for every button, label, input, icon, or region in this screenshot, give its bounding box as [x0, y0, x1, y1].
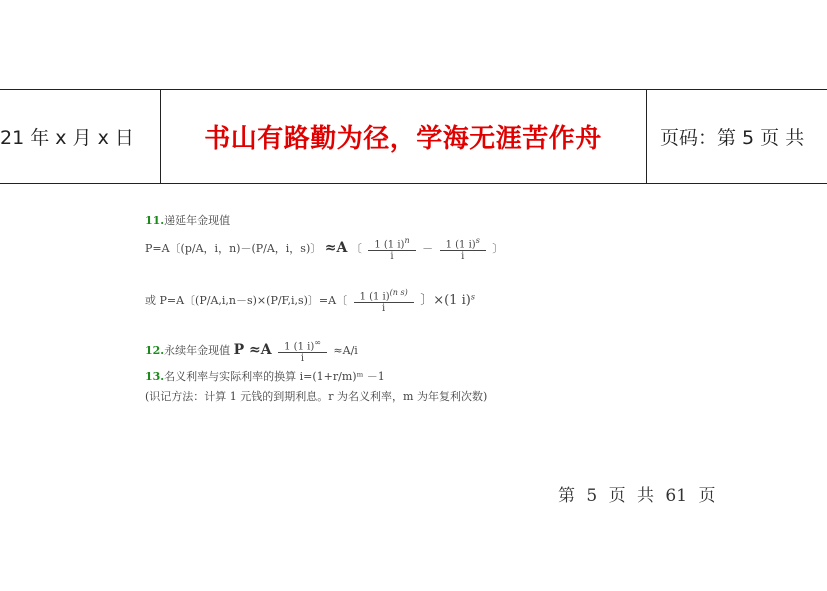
- item-title: 永续年金现值: [164, 344, 231, 358]
- fraction: $\frac{1 (1 i)^n}{i}$: [368, 236, 415, 262]
- fraction: $\frac{1 (1 i)^{(n s)}}{i}$: [354, 288, 414, 314]
- fraction: $\frac{1 (1 i)^s}{i}$: [440, 236, 486, 262]
- item-12-heading: [145, 338, 358, 364]
- formula-tail: 〕×(1 i): [420, 293, 471, 309]
- formula-text: P=A〔(p/A，i，n)－(P/A，i，s)〕: [145, 242, 322, 256]
- item-text: 名义利率与实际利率的换算 i=(1+r/m)ᵐ －1: [164, 370, 385, 383]
- formula-text: 或 P=A〔(P/A,i,n－s)×(P/F,i,s)〕=A〔: [145, 294, 348, 308]
- item-number: 11.: [145, 214, 165, 227]
- item-13-note: (识记方法：计算 1 元钱的到期利息。r 为名义利率，m 为年复利次数): [145, 390, 488, 403]
- formula-approx: P ≈A: [233, 342, 272, 359]
- header-divider: [646, 90, 647, 183]
- item-title: 递延年金现值: [164, 214, 231, 227]
- item-13-heading: [145, 368, 385, 384]
- formula-minus: －: [422, 242, 434, 256]
- formula-approx: ≈A: [324, 240, 348, 257]
- item-number: 12.: [145, 344, 165, 358]
- item-number: 13.: [145, 370, 165, 383]
- fraction: $\frac{1 (1 i)^\infty}{i}$: [278, 338, 327, 364]
- header-motto: 书山有路勤为径，学海无涯苦作舟: [204, 124, 602, 154]
- item-11-heading: [145, 212, 230, 228]
- formula-bracket: 〕: [492, 242, 504, 256]
- formula-tail: ≈A/i: [333, 344, 358, 358]
- page-footer: 第 5 页 共 61 页: [558, 486, 716, 506]
- item-11-formula-a: P=A〔(p/A，i，n)－(P/A，i，s)〕 ≈A 〔 $\frac{1 (1 i)^n}{i}$ － $\frac{1 (1 i)^s}{i}$ 〕: [145, 236, 504, 263]
- header-table: [0, 89, 827, 184]
- header-page-code: 页码：第 5 页 共: [660, 127, 805, 149]
- header-date: 21 年 x 月 x 日: [0, 127, 134, 149]
- item-11-formula-b: 或 P=A〔(P/A,i,n－s)×(P/F,i,s)〕=A〔 $\frac{1 (1 i)^{(n s)}}{i}$ 〕×(1 i)$^s$: [145, 288, 475, 315]
